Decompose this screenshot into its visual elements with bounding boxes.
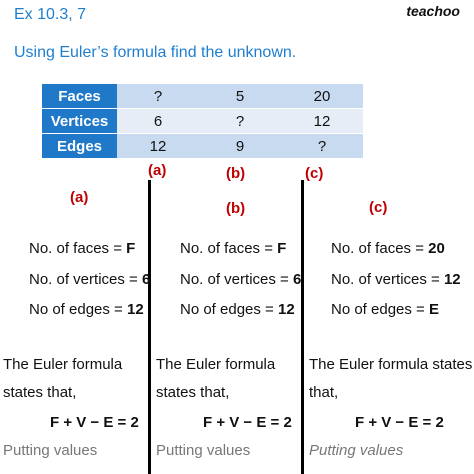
statement-line-2-a: states that, <box>3 384 77 401</box>
table-row <box>42 84 363 109</box>
question-text: Using Euler’s formula find the unknown. <box>14 44 297 61</box>
formula-c: F + V − E = 2 <box>355 414 444 431</box>
row-header-edges: Edges <box>42 134 117 159</box>
table-row <box>42 134 363 159</box>
statement-line-2-c: that, <box>309 384 339 401</box>
edges-line-a: No of edges = 12 <box>29 301 144 318</box>
table-cell: 5 <box>199 84 281 109</box>
table-cell: 9 <box>199 134 281 159</box>
row-header-faces: Faces <box>42 84 117 109</box>
case-heading-a: (a) <box>70 189 89 206</box>
table-cell: ? <box>199 109 281 134</box>
faces-line-c: No. of faces = 20 <box>331 240 445 257</box>
case-heading-c: (c) <box>369 199 388 216</box>
putting-values-b: Putting values <box>156 442 251 459</box>
vertices-line-a: No. of vertices = 6 <box>29 271 151 288</box>
column-label-b: (b) <box>226 165 246 182</box>
table-cell: 6 <box>117 109 199 134</box>
putting-values-c: Putting values <box>309 442 404 459</box>
vertices-line-b: No. of vertices = 6 <box>180 271 302 288</box>
statement-line-1-b: The Euler formula <box>156 356 276 373</box>
column-divider <box>148 180 151 474</box>
statement-line-1-a: The Euler formula <box>3 356 123 373</box>
formula-a: F + V − E = 2 <box>50 414 139 431</box>
polyhedron-table <box>42 84 363 159</box>
case-heading-b: (b) <box>226 200 246 217</box>
faces-line-a: No. of faces = F <box>29 240 136 257</box>
column-label-c: (c) <box>305 165 324 182</box>
statement-line-2-b: states that, <box>156 384 230 401</box>
formula-b: F + V − E = 2 <box>203 414 292 431</box>
row-header-vertices: Vertices <box>42 109 117 134</box>
table-cell: 12 <box>117 134 199 159</box>
putting-values-a: Putting values <box>3 442 98 459</box>
table-row <box>42 109 363 134</box>
table-cell: ? <box>117 84 199 109</box>
exercise-title: Ex 10.3, 7 <box>14 6 87 23</box>
statement-line-1-c: The Euler formula states <box>309 356 473 373</box>
edges-line-c: No of edges = E <box>331 301 439 318</box>
table-cell: 20 <box>281 84 363 109</box>
brand-logo: teachoo <box>406 3 460 19</box>
column-divider <box>301 180 304 474</box>
table-cell: 12 <box>281 109 363 134</box>
vertices-line-c: No. of vertices = 12 <box>331 271 461 288</box>
table-cell: ? <box>281 134 363 159</box>
faces-line-b: No. of faces = F <box>180 240 287 257</box>
column-label-a: (a) <box>148 162 167 179</box>
edges-line-b: No of edges = 12 <box>180 301 295 318</box>
